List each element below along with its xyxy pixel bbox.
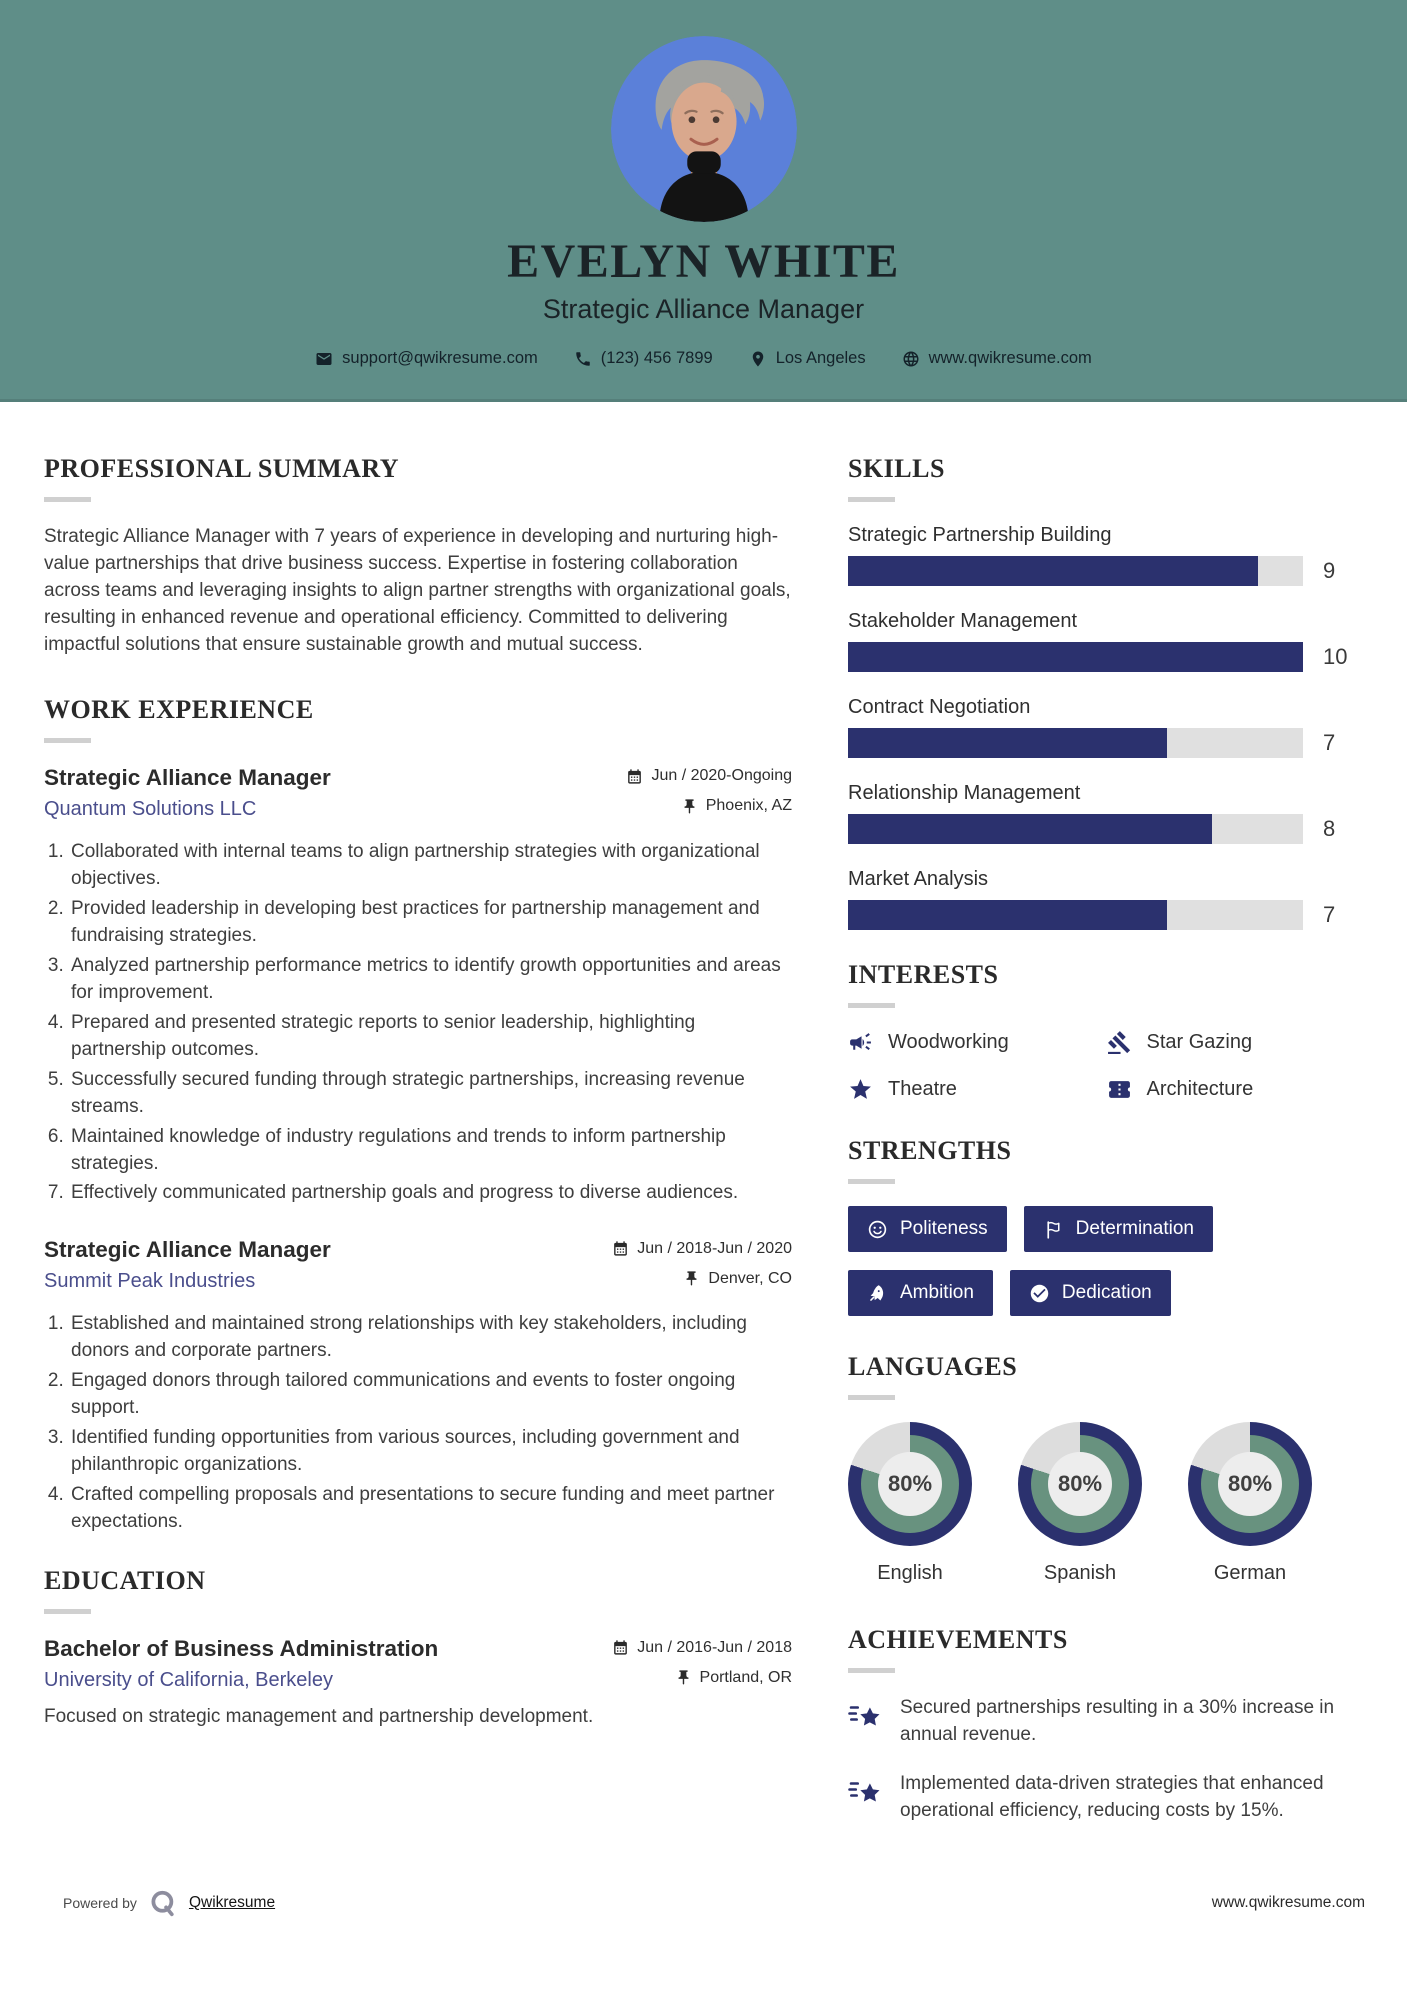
interest-item: [848, 1030, 1107, 1055]
skill-row: [848, 696, 1365, 758]
email-icon: [315, 350, 333, 368]
education-heading: EDUCATION: [44, 1566, 206, 1596]
skill-row: [848, 868, 1365, 930]
job-bullet: 4. Crafted compelling proposals and presentations to secure funding and meet partner expectations.: [69, 1482, 792, 1536]
contact-website-text: www.qwikresume.com: [928, 349, 1092, 367]
contact-phone: [574, 349, 713, 368]
job-title: Strategic Alliance Manager: [44, 1237, 331, 1263]
job-date-text: Jun / 2020-Ongoing: [651, 767, 792, 785]
job-bullet: 2. Provided leadership in developing best practices for partnership management and fundraising strategies.: [69, 896, 792, 950]
languages-section: [848, 1352, 1365, 1585]
skill-row: [848, 610, 1365, 672]
language-percent: 80%: [1218, 1452, 1282, 1516]
skill-row: [848, 524, 1365, 586]
job-entry: [44, 765, 792, 1208]
interest-label: Star Gazing: [1146, 1031, 1253, 1053]
interests-section: [848, 960, 1365, 1102]
job-bullet: 1. Collaborated with internal teams to align partnership strategies with organizational objectives.: [69, 839, 792, 893]
job-title: Strategic Alliance Manager: [44, 764, 331, 790]
job-location-text: Denver, CO: [708, 1269, 792, 1287]
language-donut: [1188, 1422, 1312, 1546]
strength-badge: [1010, 1270, 1171, 1316]
strength-badge: [1024, 1206, 1213, 1252]
skill-label: Market Analysis: [848, 868, 989, 890]
job-entry: [44, 1237, 792, 1536]
achievements-heading: ACHIEVEMENTS: [848, 1625, 1068, 1654]
achievement-text: Secured partnerships resulting in a 30% increase in annual revenue.: [900, 1697, 1335, 1745]
job-date: [626, 767, 792, 785]
contact-email-text: support@qwikresume.com: [342, 349, 538, 367]
language-label: Spanish: [1043, 1562, 1117, 1584]
skill-label: Strategic Partnership Building: [848, 524, 1112, 546]
interest-label: Woodworking: [888, 1031, 1009, 1053]
interest-item: [848, 1077, 1107, 1102]
summary-text: Strategic Alliance Manager with 7 years of experience in developing and nurturing high-value partnerships that drive business success. Expertise in fostering collaboration across teams and leveraging insights to align partner strengths with organizational goals, resulting in enhanced revenue and operational efficiency. Committed to delivering impactful solutions that ensure sustainable growth and mutual success.: [44, 526, 791, 655]
job-bullet: 2. Engaged donors through tailored communications and events to foster ongoing support.: [69, 1368, 792, 1422]
job-date-text: Jun / 2018-Jun / 2020: [637, 1239, 792, 1257]
skill-bar-fill: [848, 728, 1167, 758]
skill-bar-track: [848, 642, 1303, 672]
powered-by-label: Powered by: [63, 1895, 137, 1911]
interest-label: Theatre: [888, 1078, 957, 1100]
content: [0, 402, 1407, 1847]
skill-value: 7: [1323, 730, 1336, 755]
skills-heading: SKILLS: [848, 454, 945, 483]
calendar-icon: [626, 768, 643, 785]
contact-website: [902, 349, 1092, 368]
achievements-section: [848, 1625, 1365, 1825]
ticket-icon: [1107, 1077, 1132, 1102]
job-location: [683, 1270, 792, 1288]
check-circle-icon: [1029, 1283, 1050, 1304]
summary-section: [44, 454, 792, 659]
job-company: Summit Peak Industries: [44, 1270, 256, 1293]
job-bullet: 1. Established and maintained strong relationships with key stakeholders, including donors and corporate partners.: [69, 1311, 792, 1365]
language-donut: [1018, 1422, 1142, 1546]
person-name: EVELYN WHITE: [507, 235, 900, 288]
heading-rule: [848, 1179, 895, 1184]
qwikresume-link[interactable]: Qwikresume: [188, 1894, 276, 1911]
profile-photo-illustration: [611, 36, 797, 222]
smiley-icon: [867, 1219, 888, 1240]
gavel-icon: [1107, 1030, 1132, 1055]
profile-photo: [611, 36, 797, 222]
contact-location: [749, 349, 866, 368]
strengths-section: [848, 1136, 1365, 1316]
megaphone-icon: [848, 1030, 873, 1055]
heading-rule: [44, 497, 91, 502]
job-bullet: 3. Identified funding opportunities from various sources, including government and philanthropic organizations.: [69, 1425, 792, 1479]
skill-row: [848, 782, 1365, 844]
job-bullets: [44, 1311, 792, 1536]
heading-rule: [848, 497, 895, 502]
left-column: [44, 454, 792, 1847]
phone-icon: [574, 350, 592, 368]
language-item: [848, 1422, 972, 1585]
contact-row: [0, 349, 1407, 368]
language-label: English: [877, 1562, 943, 1584]
job-bullet: 7. Effectively communicated partnership goals and progress to diverse audiences.: [69, 1180, 792, 1207]
skills-section: [848, 454, 1365, 930]
strength-label: Dedication: [1061, 1282, 1152, 1303]
star-icon: [848, 1077, 873, 1102]
pushpin-icon: [675, 1669, 692, 1686]
skill-bar-fill: [848, 900, 1167, 930]
achievement-item: [848, 1771, 1365, 1825]
skill-value: 9: [1323, 558, 1336, 583]
shooting-star-icon: [848, 1697, 884, 1733]
globe-icon: [902, 350, 920, 368]
calendar-icon: [612, 1639, 629, 1656]
contact-phone-text: (123) 456 7899: [600, 349, 713, 367]
skill-bar-track: [848, 900, 1303, 930]
pushpin-icon: [683, 1270, 700, 1287]
job-date: [612, 1240, 792, 1258]
education-date: [612, 1639, 792, 1657]
education-note: Focused on strategic management and partnership development.: [44, 1706, 594, 1728]
achievement-item: [848, 1695, 1365, 1749]
education-section: [44, 1566, 792, 1728]
flag-icon: [1043, 1219, 1064, 1240]
strength-label: Ambition: [900, 1282, 974, 1303]
skill-bar-fill: [848, 556, 1258, 586]
qwikresume-logo-icon: [148, 1888, 178, 1918]
shooting-star-icon: [848, 1773, 884, 1809]
right-column: [848, 454, 1365, 1847]
rocket-icon: [867, 1283, 888, 1304]
language-label: German: [1213, 1562, 1287, 1584]
skill-bar-fill: [848, 642, 1303, 672]
degree-title: Bachelor of Business Administration: [44, 1636, 439, 1662]
work-section: [44, 695, 792, 1536]
pushpin-icon: [681, 798, 698, 815]
job-bullet: 5. Successfully secured funding through strategic partnerships, increasing revenue streams.: [69, 1067, 792, 1121]
header-band: [0, 0, 1407, 402]
education-location: [675, 1669, 792, 1687]
job-bullet: 6. Maintained knowledge of industry regulations and trends to inform partnership strategies.: [69, 1124, 792, 1178]
strength-label: Determination: [1075, 1218, 1194, 1239]
skill-bar-track: [848, 814, 1303, 844]
strength-badge: [848, 1270, 993, 1316]
job-location-text: Phoenix, AZ: [705, 797, 792, 815]
skill-value: 10: [1323, 644, 1348, 669]
heading-rule: [848, 1668, 895, 1673]
skill-label: Relationship Management: [848, 782, 1081, 804]
heading-rule: [44, 738, 91, 743]
skill-label: Stakeholder Management: [848, 610, 1078, 632]
footer: [63, 1888, 1365, 1918]
heading-rule: [44, 1609, 91, 1614]
achievement-text: Implemented data-driven strategies that enhanced operational efficiency, reducing costs by 15%.: [900, 1772, 1324, 1821]
interest-item: [1107, 1077, 1366, 1102]
language-item: [1188, 1422, 1312, 1585]
job-company: Quantum Solutions LLC: [44, 797, 257, 820]
language-donut: [848, 1422, 972, 1546]
strength-badge: [848, 1206, 1007, 1252]
school-name: University of California, Berkeley: [44, 1669, 333, 1692]
language-percent: 80%: [1048, 1452, 1112, 1516]
contact-location-text: Los Angeles: [775, 349, 866, 367]
skill-label: Contract Negotiation: [848, 696, 1031, 718]
heading-rule: [848, 1395, 895, 1400]
footer-site-link[interactable]: www.qwikresume.com: [1211, 1894, 1365, 1911]
skill-value: 8: [1323, 816, 1336, 841]
language-item: [1018, 1422, 1142, 1585]
skill-value: 7: [1323, 902, 1336, 927]
calendar-icon: [612, 1240, 629, 1257]
language-percent: 80%: [878, 1452, 942, 1516]
job-location: [681, 797, 792, 815]
strength-label: Politeness: [900, 1218, 988, 1239]
skill-bar-track: [848, 556, 1303, 586]
languages-heading: LANGUAGES: [848, 1352, 1018, 1381]
strengths-heading: STRENGTHS: [848, 1136, 1012, 1165]
job-bullets: [44, 839, 792, 1208]
skill-bar-fill: [848, 814, 1212, 844]
interests-heading: INTERESTS: [848, 960, 999, 989]
job-bullet: 3. Analyzed partnership performance metrics to identify growth opportunities and areas for improvement.: [69, 953, 792, 1007]
education-date-text: Jun / 2016-Jun / 2018: [637, 1638, 792, 1656]
skill-bar-track: [848, 728, 1303, 758]
education-location-text: Portland, OR: [699, 1668, 792, 1686]
person-job-title: Strategic Alliance Manager: [542, 294, 865, 324]
job-bullet: 4. Prepared and presented strategic reports to senior leadership, highlighting partnership outcomes.: [69, 1010, 792, 1064]
interest-label: Architecture: [1146, 1078, 1254, 1100]
summary-heading: PROFESSIONAL SUMMARY: [44, 454, 400, 483]
work-heading: WORK EXPERIENCE: [44, 694, 314, 724]
location-icon: [749, 350, 767, 368]
interest-item: [1107, 1030, 1366, 1055]
contact-email: [315, 349, 538, 368]
heading-rule: [848, 1003, 895, 1008]
